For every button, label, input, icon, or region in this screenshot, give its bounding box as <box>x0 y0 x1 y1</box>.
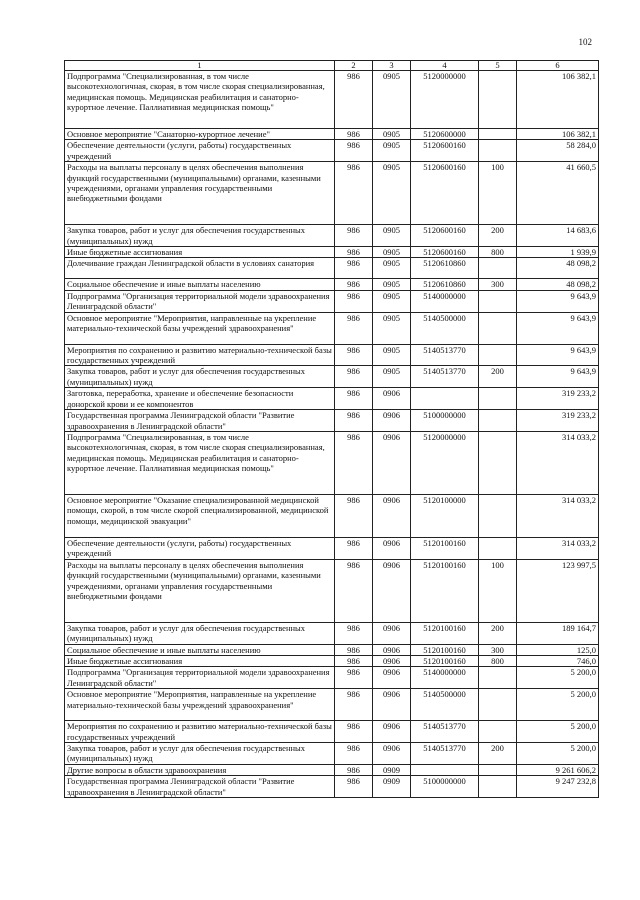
table-row <box>65 279 599 290</box>
row-target-code-cell <box>411 764 479 775</box>
row-section-code-cell: 0906 <box>373 742 411 764</box>
row-section-code-cell: 0905 <box>373 140 411 162</box>
header-col-6: 6 <box>517 61 599 71</box>
row-admin-code-cell: 986 <box>335 764 373 775</box>
row-expense-type-cell <box>479 431 517 494</box>
row-expense-type-cell: 800 <box>479 247 517 258</box>
row-expense-type-cell <box>479 721 517 743</box>
row-amount-cell: 9 643,9 <box>517 312 599 344</box>
row-expense-type-cell <box>479 689 517 721</box>
row-section-code-cell: 0906 <box>373 537 411 559</box>
row-admin-code-cell: 986 <box>335 776 373 798</box>
row-section-code-cell: 0905 <box>373 247 411 258</box>
row-target-code-cell: 5120000000 <box>411 71 479 129</box>
row-expense-type-cell <box>479 494 517 537</box>
row-name-cell: Основное мероприятие "Мероприятия, направленные на укрепление материально-технической базы учреждений здравоохранения" <box>65 689 335 721</box>
row-name-cell: Основное мероприятие "Оказание специализированной медицинской помощи, скорой, в том числе скорой специализированной, медицинской помощи, медицинской эвакуации" <box>65 494 335 537</box>
row-section-code-cell: 0905 <box>373 344 411 366</box>
row-target-code-cell: 5120000000 <box>411 431 479 494</box>
row-amount-cell: 48 098,2 <box>517 279 599 290</box>
row-expense-type-cell <box>479 290 517 312</box>
row-amount-cell: 5 200,0 <box>517 667 599 689</box>
row-name-cell: Другие вопросы в области здравоохранения <box>65 764 335 775</box>
table-row <box>65 290 599 312</box>
row-amount-cell: 314 033,2 <box>517 494 599 537</box>
row-name-cell: Заготовка, переработка, хранение и обеспечение безопасности донорской крови и ее компонентов <box>65 388 335 410</box>
table-body <box>65 71 599 798</box>
row-target-code-cell: 5140513770 <box>411 344 479 366</box>
row-admin-code-cell: 986 <box>335 494 373 537</box>
row-expense-type-cell <box>479 388 517 410</box>
row-amount-cell: 746,0 <box>517 655 599 666</box>
row-name-cell: Мероприятия по сохранению и развитию материально-технической базы государственных учреждений <box>65 344 335 366</box>
row-name-cell: Закупка товаров, работ и услуг для обеспечения государственных (муниципальных) нужд <box>65 225 335 247</box>
row-section-code-cell: 0906 <box>373 431 411 494</box>
header-col-5: 5 <box>479 61 517 71</box>
row-admin-code-cell: 986 <box>335 290 373 312</box>
row-expense-type-cell: 100 <box>479 559 517 622</box>
row-expense-type-cell <box>479 344 517 366</box>
row-admin-code-cell: 986 <box>335 742 373 764</box>
row-admin-code-cell: 986 <box>335 667 373 689</box>
row-name-cell: Подпрограмма "Организация территориальной модели здравоохранения Ленинградской области" <box>65 290 335 312</box>
table-row <box>65 162 599 225</box>
row-target-code-cell: 5120100000 <box>411 494 479 537</box>
table-row <box>65 667 599 689</box>
row-name-cell: Обеспечение деятельности (услуги, работы) государственных учреждений <box>65 537 335 559</box>
row-amount-cell: 314 033,2 <box>517 537 599 559</box>
row-section-code-cell: 0909 <box>373 764 411 775</box>
row-target-code-cell: 5140500000 <box>411 312 479 344</box>
table-row <box>65 258 599 279</box>
row-expense-type-cell <box>479 140 517 162</box>
row-expense-type-cell: 300 <box>479 644 517 655</box>
row-section-code-cell: 0905 <box>373 366 411 388</box>
row-name-cell: Обеспечение деятельности (услуги, работы) государственных учреждений <box>65 140 335 162</box>
row-name-cell: Подпрограмма "Специализированная, в том числе высокотехнологичная, скорая, в том числе скорая специализированная, медицинская помощь. Медицинская реабилитация и санаторно-курортное лечение. Паллиативная медицинская помощь" <box>65 71 335 129</box>
table-row <box>65 776 599 798</box>
table-row <box>65 312 599 344</box>
table-row <box>65 494 599 537</box>
header-col-2: 2 <box>335 61 373 71</box>
table-row <box>65 644 599 655</box>
row-admin-code-cell: 986 <box>335 388 373 410</box>
row-admin-code-cell: 986 <box>335 129 373 140</box>
row-target-code-cell: 5100000000 <box>411 776 479 798</box>
row-expense-type-cell <box>479 537 517 559</box>
budget-table <box>64 60 599 798</box>
row-name-cell: Расходы на выплаты персоналу в целях обеспечения выполнения функций государственными (муниципальными) органами, казенными учреждениями, органами управления государственными внебюджетными фондами <box>65 162 335 225</box>
row-admin-code-cell: 986 <box>335 655 373 666</box>
row-target-code-cell <box>411 388 479 410</box>
row-amount-cell: 14 683,6 <box>517 225 599 247</box>
row-target-code-cell: 5120100160 <box>411 622 479 644</box>
row-name-cell: Государственная программа Ленинградской области "Развитие здравоохранения в Ленинградской области" <box>65 410 335 432</box>
row-target-code-cell: 5120100160 <box>411 644 479 655</box>
row-amount-cell: 319 233,2 <box>517 410 599 432</box>
row-name-cell: Социальное обеспечение и иные выплаты населению <box>65 279 335 290</box>
row-admin-code-cell: 986 <box>335 312 373 344</box>
row-section-code-cell: 0905 <box>373 258 411 279</box>
row-section-code-cell: 0905 <box>373 279 411 290</box>
table-header <box>65 61 599 71</box>
row-amount-cell: 106 382,1 <box>517 129 599 140</box>
row-target-code-cell: 5100000000 <box>411 410 479 432</box>
table-row <box>65 431 599 494</box>
row-name-cell: Расходы на выплаты персоналу в целях обеспечения выполнения функций государственными (муниципальными) органами, казенными учреждениями, органами управления государственными внебюджетными фондами <box>65 559 335 622</box>
row-name-cell: Основное мероприятие "Санаторно-курортное лечение" <box>65 129 335 140</box>
row-section-code-cell: 0906 <box>373 689 411 721</box>
table-row <box>65 537 599 559</box>
row-expense-type-cell <box>479 129 517 140</box>
row-name-cell: Основное мероприятие "Мероприятия, направленные на укрепление материально-технической базы учреждений здравоохранения" <box>65 312 335 344</box>
row-target-code-cell: 5120600160 <box>411 247 479 258</box>
header-col-4: 4 <box>411 61 479 71</box>
row-expense-type-cell: 200 <box>479 225 517 247</box>
row-amount-cell: 58 284,0 <box>517 140 599 162</box>
row-target-code-cell: 5140513770 <box>411 366 479 388</box>
row-section-code-cell: 0905 <box>373 71 411 129</box>
row-amount-cell: 5 200,0 <box>517 742 599 764</box>
row-target-code-cell: 5140000000 <box>411 290 479 312</box>
row-section-code-cell: 0906 <box>373 655 411 666</box>
table-row <box>65 764 599 775</box>
row-amount-cell: 5 200,0 <box>517 689 599 721</box>
row-amount-cell: 9 261 606,2 <box>517 764 599 775</box>
row-section-code-cell: 0905 <box>373 162 411 225</box>
row-amount-cell: 9 643,9 <box>517 290 599 312</box>
row-section-code-cell: 0906 <box>373 494 411 537</box>
row-admin-code-cell: 986 <box>335 431 373 494</box>
row-admin-code-cell: 986 <box>335 559 373 622</box>
row-expense-type-cell: 200 <box>479 366 517 388</box>
row-admin-code-cell: 986 <box>335 279 373 290</box>
row-amount-cell: 1 939,9 <box>517 247 599 258</box>
row-name-cell: Подпрограмма "Организация территориальной модели здравоохранения Ленинградской области" <box>65 667 335 689</box>
row-name-cell: Закупка товаров, работ и услуг для обеспечения государственных (муниципальных) нужд <box>65 366 335 388</box>
row-admin-code-cell: 986 <box>335 225 373 247</box>
row-amount-cell: 9 643,9 <box>517 344 599 366</box>
row-section-code-cell: 0906 <box>373 667 411 689</box>
row-expense-type-cell <box>479 312 517 344</box>
row-name-cell: Социальное обеспечение и иные выплаты населению <box>65 644 335 655</box>
table-row <box>65 410 599 432</box>
row-section-code-cell: 0905 <box>373 312 411 344</box>
row-expense-type-cell: 800 <box>479 655 517 666</box>
row-name-cell: Долечивание граждан Ленинградской области в условиях санатория <box>65 258 335 279</box>
row-admin-code-cell: 986 <box>335 140 373 162</box>
header-col-3: 3 <box>373 61 411 71</box>
table-row <box>65 721 599 743</box>
row-admin-code-cell: 986 <box>335 366 373 388</box>
header-row <box>65 61 599 71</box>
table-row <box>65 388 599 410</box>
page-number: 102 <box>578 37 592 47</box>
row-section-code-cell: 0906 <box>373 721 411 743</box>
row-amount-cell: 314 033,2 <box>517 431 599 494</box>
row-section-code-cell: 0906 <box>373 644 411 655</box>
row-admin-code-cell: 986 <box>335 689 373 721</box>
table-row <box>65 689 599 721</box>
table-row <box>65 622 599 644</box>
row-target-code-cell: 5120100160 <box>411 655 479 666</box>
row-section-code-cell: 0909 <box>373 776 411 798</box>
row-section-code-cell: 0905 <box>373 290 411 312</box>
row-target-code-cell: 5120600000 <box>411 129 479 140</box>
row-amount-cell: 48 098,2 <box>517 258 599 279</box>
header-col-1: 1 <box>65 61 335 71</box>
row-section-code-cell: 0906 <box>373 622 411 644</box>
table-row <box>65 71 599 129</box>
table-row <box>65 140 599 162</box>
table-row <box>65 225 599 247</box>
row-amount-cell: 106 382,1 <box>517 71 599 129</box>
row-target-code-cell: 5140513770 <box>411 742 479 764</box>
row-target-code-cell: 5140000000 <box>411 667 479 689</box>
row-name-cell: Государственная программа Ленинградской области "Развитие здравоохранения в Ленинградской области" <box>65 776 335 798</box>
row-target-code-cell: 5120100160 <box>411 559 479 622</box>
table-row <box>65 559 599 622</box>
row-target-code-cell: 5140513770 <box>411 721 479 743</box>
row-name-cell: Мероприятия по сохранению и развитию материально-технической базы государственных учреждений <box>65 721 335 743</box>
table-row <box>65 247 599 258</box>
row-admin-code-cell: 986 <box>335 71 373 129</box>
row-name-cell: Подпрограмма "Специализированная, в том числе высокотехнологичная, скорая, в том числе скорая специализированная, медицинская помощь. Медицинская реабилитация и санаторно-курортное лечение. Паллиативная медицинская помощь" <box>65 431 335 494</box>
row-expense-type-cell <box>479 764 517 775</box>
row-target-code-cell: 5120600160 <box>411 225 479 247</box>
row-target-code-cell: 5120600160 <box>411 162 479 225</box>
row-expense-type-cell <box>479 410 517 432</box>
row-expense-type-cell: 200 <box>479 742 517 764</box>
row-expense-type-cell: 300 <box>479 279 517 290</box>
row-amount-cell: 189 164,7 <box>517 622 599 644</box>
row-admin-code-cell: 986 <box>335 537 373 559</box>
row-admin-code-cell: 986 <box>335 622 373 644</box>
row-section-code-cell: 0906 <box>373 410 411 432</box>
row-name-cell: Закупка товаров, работ и услуг для обеспечения государственных (муниципальных) нужд <box>65 742 335 764</box>
row-amount-cell: 5 200,0 <box>517 721 599 743</box>
table-row <box>65 366 599 388</box>
row-section-code-cell: 0906 <box>373 388 411 410</box>
row-section-code-cell: 0906 <box>373 559 411 622</box>
row-expense-type-cell: 100 <box>479 162 517 225</box>
row-target-code-cell: 5120610860 <box>411 279 479 290</box>
row-admin-code-cell: 986 <box>335 247 373 258</box>
row-admin-code-cell: 986 <box>335 644 373 655</box>
row-amount-cell: 319 233,2 <box>517 388 599 410</box>
row-admin-code-cell: 986 <box>335 162 373 225</box>
row-name-cell: Иные бюджетные ассигнования <box>65 655 335 666</box>
row-target-code-cell: 5120100160 <box>411 537 479 559</box>
row-amount-cell: 9 247 232,8 <box>517 776 599 798</box>
row-section-code-cell: 0905 <box>373 225 411 247</box>
row-amount-cell: 41 660,5 <box>517 162 599 225</box>
row-expense-type-cell: 200 <box>479 622 517 644</box>
row-name-cell: Иные бюджетные ассигнования <box>65 247 335 258</box>
row-expense-type-cell <box>479 258 517 279</box>
row-admin-code-cell: 986 <box>335 258 373 279</box>
row-amount-cell: 125,0 <box>517 644 599 655</box>
row-target-code-cell: 5120600160 <box>411 140 479 162</box>
row-amount-cell: 123 997,5 <box>517 559 599 622</box>
row-expense-type-cell <box>479 776 517 798</box>
table-row <box>65 344 599 366</box>
row-amount-cell: 9 643,9 <box>517 366 599 388</box>
row-expense-type-cell <box>479 71 517 129</box>
row-admin-code-cell: 986 <box>335 721 373 743</box>
table-row <box>65 129 599 140</box>
row-target-code-cell: 5120610860 <box>411 258 479 279</box>
row-target-code-cell: 5140500000 <box>411 689 479 721</box>
table-row <box>65 742 599 764</box>
row-name-cell: Закупка товаров, работ и услуг для обеспечения государственных (муниципальных) нужд <box>65 622 335 644</box>
row-section-code-cell: 0905 <box>373 129 411 140</box>
row-admin-code-cell: 986 <box>335 410 373 432</box>
row-expense-type-cell <box>479 667 517 689</box>
table-row <box>65 655 599 666</box>
row-admin-code-cell: 986 <box>335 344 373 366</box>
